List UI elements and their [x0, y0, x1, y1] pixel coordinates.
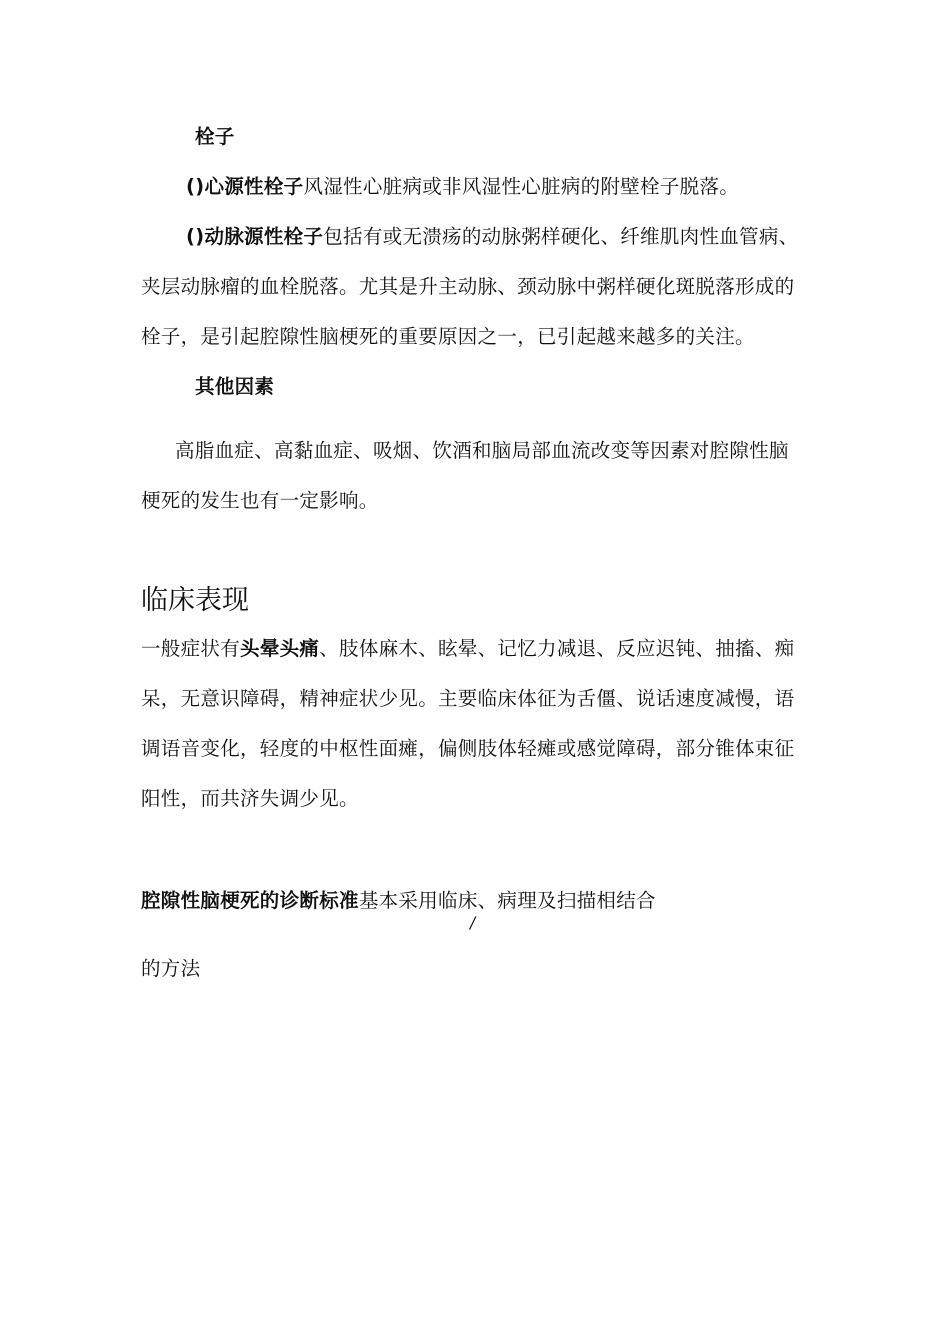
other-factors-heading: 其他因素 — [195, 375, 275, 398]
clinical-line1-bold: 头晕头痛 — [240, 637, 320, 660]
arterial-term: 动脉源性栓子 — [204, 225, 324, 248]
diagnosis-line2: 的方法 — [141, 957, 201, 980]
clinical-line1-prefix: 一般症状有 — [141, 637, 241, 660]
diagnosis-term: 腔隙性脑梗死的诊断标准 — [141, 889, 359, 912]
other-factors-line1: 高脂血症、高黏血症、吸烟、饮酒和脑局部血流改变等因素对腔隙性脑 — [175, 439, 789, 462]
arterial-text-line1: 包括有或无溃疡的动脉粥样硬化、纤维肌肉性血管病、 — [323, 225, 799, 248]
other-factors-line2: 梗死的发生也有一定影响。 — [141, 489, 379, 512]
diagnosis-text: 基本采用临床、病理及扫描相结合 — [358, 889, 656, 912]
clinical-line2: 呆，无意识障碍，精神症状少见。主要临床体征为舌僵、说话速度减慢，语 — [141, 687, 795, 710]
clinical-line1-rest: 、肢体麻木、眩晕、记忆力减退、反应迟钝、抽搐、痴 — [319, 637, 795, 660]
diagnosis-line1 — [141, 888, 656, 914]
clinical-heading: 临床表现 — [141, 585, 249, 616]
cardiogenic-term: 心源性栓子 — [204, 175, 304, 198]
embolus-heading: 栓子 — [195, 125, 235, 148]
cardiogenic-prefix: () — [186, 175, 205, 198]
arterial-paragraph-line3: 栓子，是引起腔隙性脑梗死的重要原因之一，已引起越来越多的关注。 — [141, 325, 755, 348]
diagnosis-slash-mark: / — [468, 913, 478, 932]
arterial-paragraph-line2: 夹层动脉瘤的血栓脱落。尤其是升主动脉、颈动脉中粥样硬化斑脱落形成的 — [141, 275, 795, 298]
clinical-line4: 阳性，而共济失调少见。 — [141, 787, 359, 810]
clinical-line1 — [141, 636, 794, 662]
arterial-paragraph-line1 — [186, 224, 798, 250]
cardiogenic-paragraph — [186, 174, 739, 200]
cardiogenic-text: 风湿性心脏病或非风湿性心脏病的附壁栓子脱落。 — [303, 175, 740, 198]
arterial-prefix: () — [186, 225, 205, 248]
clinical-line3: 调语音变化，轻度的中枢性面瘫，偏侧肢体轻瘫或感觉障碍，部分锥体束征 — [141, 737, 795, 760]
